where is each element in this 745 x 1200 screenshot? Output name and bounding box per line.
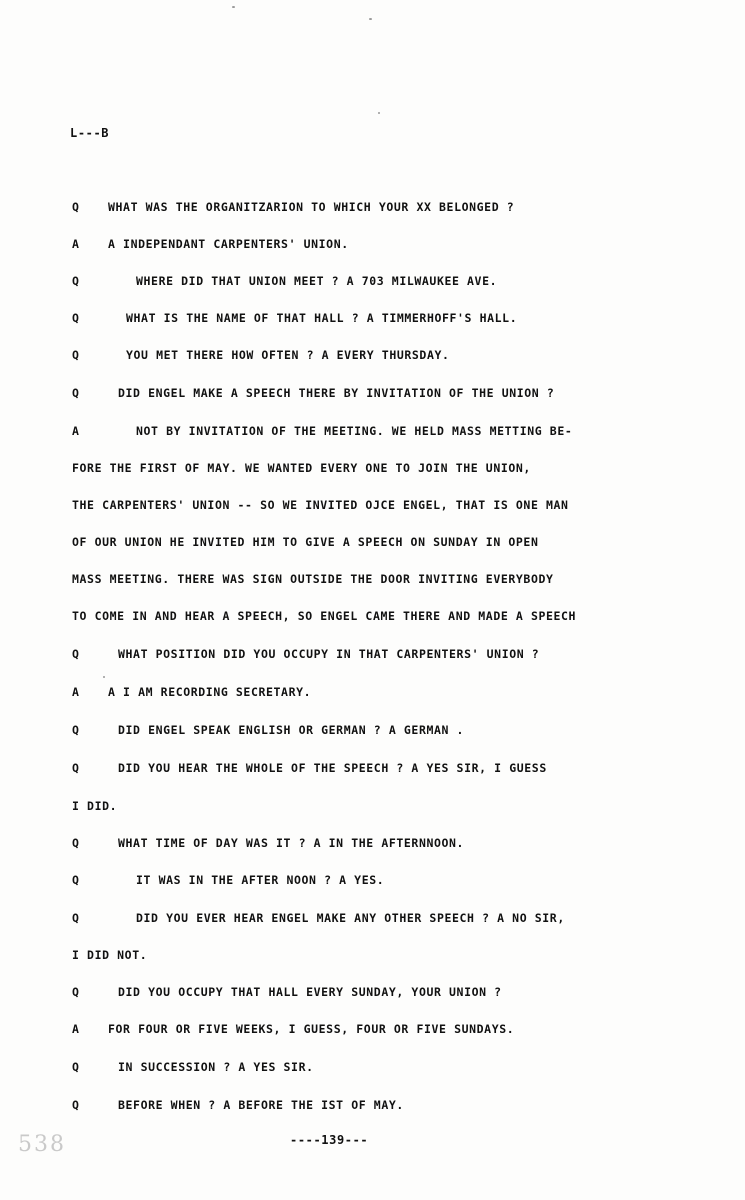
- line-marker: A: [72, 237, 80, 251]
- text-line: TO COME IN AND HEAR A SPEECH, SO ENGEL CAME THERE AND MADE A SPEECH: [72, 609, 577, 623]
- text-line: NOT BY INVITATION OF THE MEETING. WE HELD MASS METTING BE-: [136, 424, 573, 438]
- text-line: FORE THE FIRST OF MAY. WE WANTED EVERY ONE TO JOIN THE UNION,: [72, 461, 531, 475]
- text-line: WHAT TIME OF DAY WAS IT ? A IN THE AFTERNNOON.: [118, 836, 465, 850]
- text-line: I DID NOT.: [72, 948, 148, 962]
- text-line: DID YOU HEAR THE WHOLE OF THE SPEECH ? A YES SIR, I GUESS: [118, 761, 547, 775]
- text-line: WHERE DID THAT UNION MEET ? A 703 MILWAUKEE AVE.: [136, 274, 498, 288]
- line-marker: Q: [72, 723, 80, 737]
- line-marker: Q: [72, 761, 80, 775]
- text-line: FOR FOUR OR FIVE WEEKS, I GUESS, FOUR OR FIVE SUNDAYS.: [108, 1022, 515, 1036]
- line-marker: Q: [72, 311, 80, 325]
- scan-speck: [232, 6, 235, 8]
- line-marker: Q: [72, 911, 80, 925]
- text-line: IT WAS IN THE AFTER NOON ? A YES.: [136, 873, 385, 887]
- text-line: YOU MET THERE HOW OFTEN ? A EVERY THURSDAY.: [126, 348, 450, 362]
- text-line: MASS MEETING. THERE WAS SIGN OUTSIDE THE DOOR INVITING EVERYBODY: [72, 572, 554, 586]
- line-marker: Q: [72, 647, 80, 661]
- line-marker: Q: [72, 348, 80, 362]
- line-marker: Q: [72, 1060, 80, 1074]
- text-line: DID YOU EVER HEAR ENGEL MAKE ANY OTHER SPEECH ? A NO SIR,: [136, 911, 565, 925]
- line-marker: Q: [72, 985, 80, 999]
- line-marker: Q: [72, 873, 80, 887]
- line-marker: A: [72, 685, 80, 699]
- page-number: ----139---: [290, 1133, 369, 1147]
- text-line: DID ENGEL MAKE A SPEECH THERE BY INVITATION OF THE UNION ?: [118, 386, 555, 400]
- text-line: DID YOU OCCUPY THAT HALL EVERY SUNDAY, YOUR UNION ?: [118, 985, 502, 999]
- scan-speck: [103, 676, 105, 678]
- text-line: I DID.: [72, 799, 118, 813]
- line-marker: Q: [72, 836, 80, 850]
- text-line: IN SUCCESSION ? A YES SIR.: [118, 1060, 314, 1074]
- text-line: A INDEPENDANT CARPENTERS' UNION.: [108, 237, 349, 251]
- text-line: A I AM RECORDING SECRETARY.: [108, 685, 312, 699]
- line-marker: A: [72, 424, 80, 438]
- scan-speck: [378, 112, 380, 114]
- line-marker: Q: [72, 386, 80, 400]
- text-line: THE CARPENTERS' UNION -- SO WE INVITED OJCE ENGEL, THAT IS ONE MAN: [72, 498, 569, 512]
- line-marker: Q: [72, 200, 80, 214]
- pencil-annotation: 538: [18, 1132, 66, 1157]
- text-line: DID ENGEL SPEAK ENGLISH OR GERMAN ? A GERMAN .: [118, 723, 465, 737]
- line-marker: A: [72, 1022, 80, 1036]
- text-line: WHAT IS THE NAME OF THAT HALL ? A TIMMERHOFF'S HALL.: [126, 311, 518, 325]
- line-marker: Q: [72, 1098, 80, 1112]
- line-marker: Q: [72, 274, 80, 288]
- text-line: BEFORE WHEN ? A BEFORE THE IST OF MAY.: [118, 1098, 404, 1112]
- page-header: L---B: [70, 126, 110, 140]
- text-line: WHAT WAS THE ORGANITZARION TO WHICH YOUR XX BELONGED ?: [108, 200, 515, 214]
- text-line: WHAT POSITION DID YOU OCCUPY IN THAT CARPENTERS' UNION ?: [118, 647, 540, 661]
- text-line: OF OUR UNION HE INVITED HIM TO GIVE A SPEECH ON SUNDAY IN OPEN: [72, 535, 539, 549]
- scan-speck: [369, 18, 372, 20]
